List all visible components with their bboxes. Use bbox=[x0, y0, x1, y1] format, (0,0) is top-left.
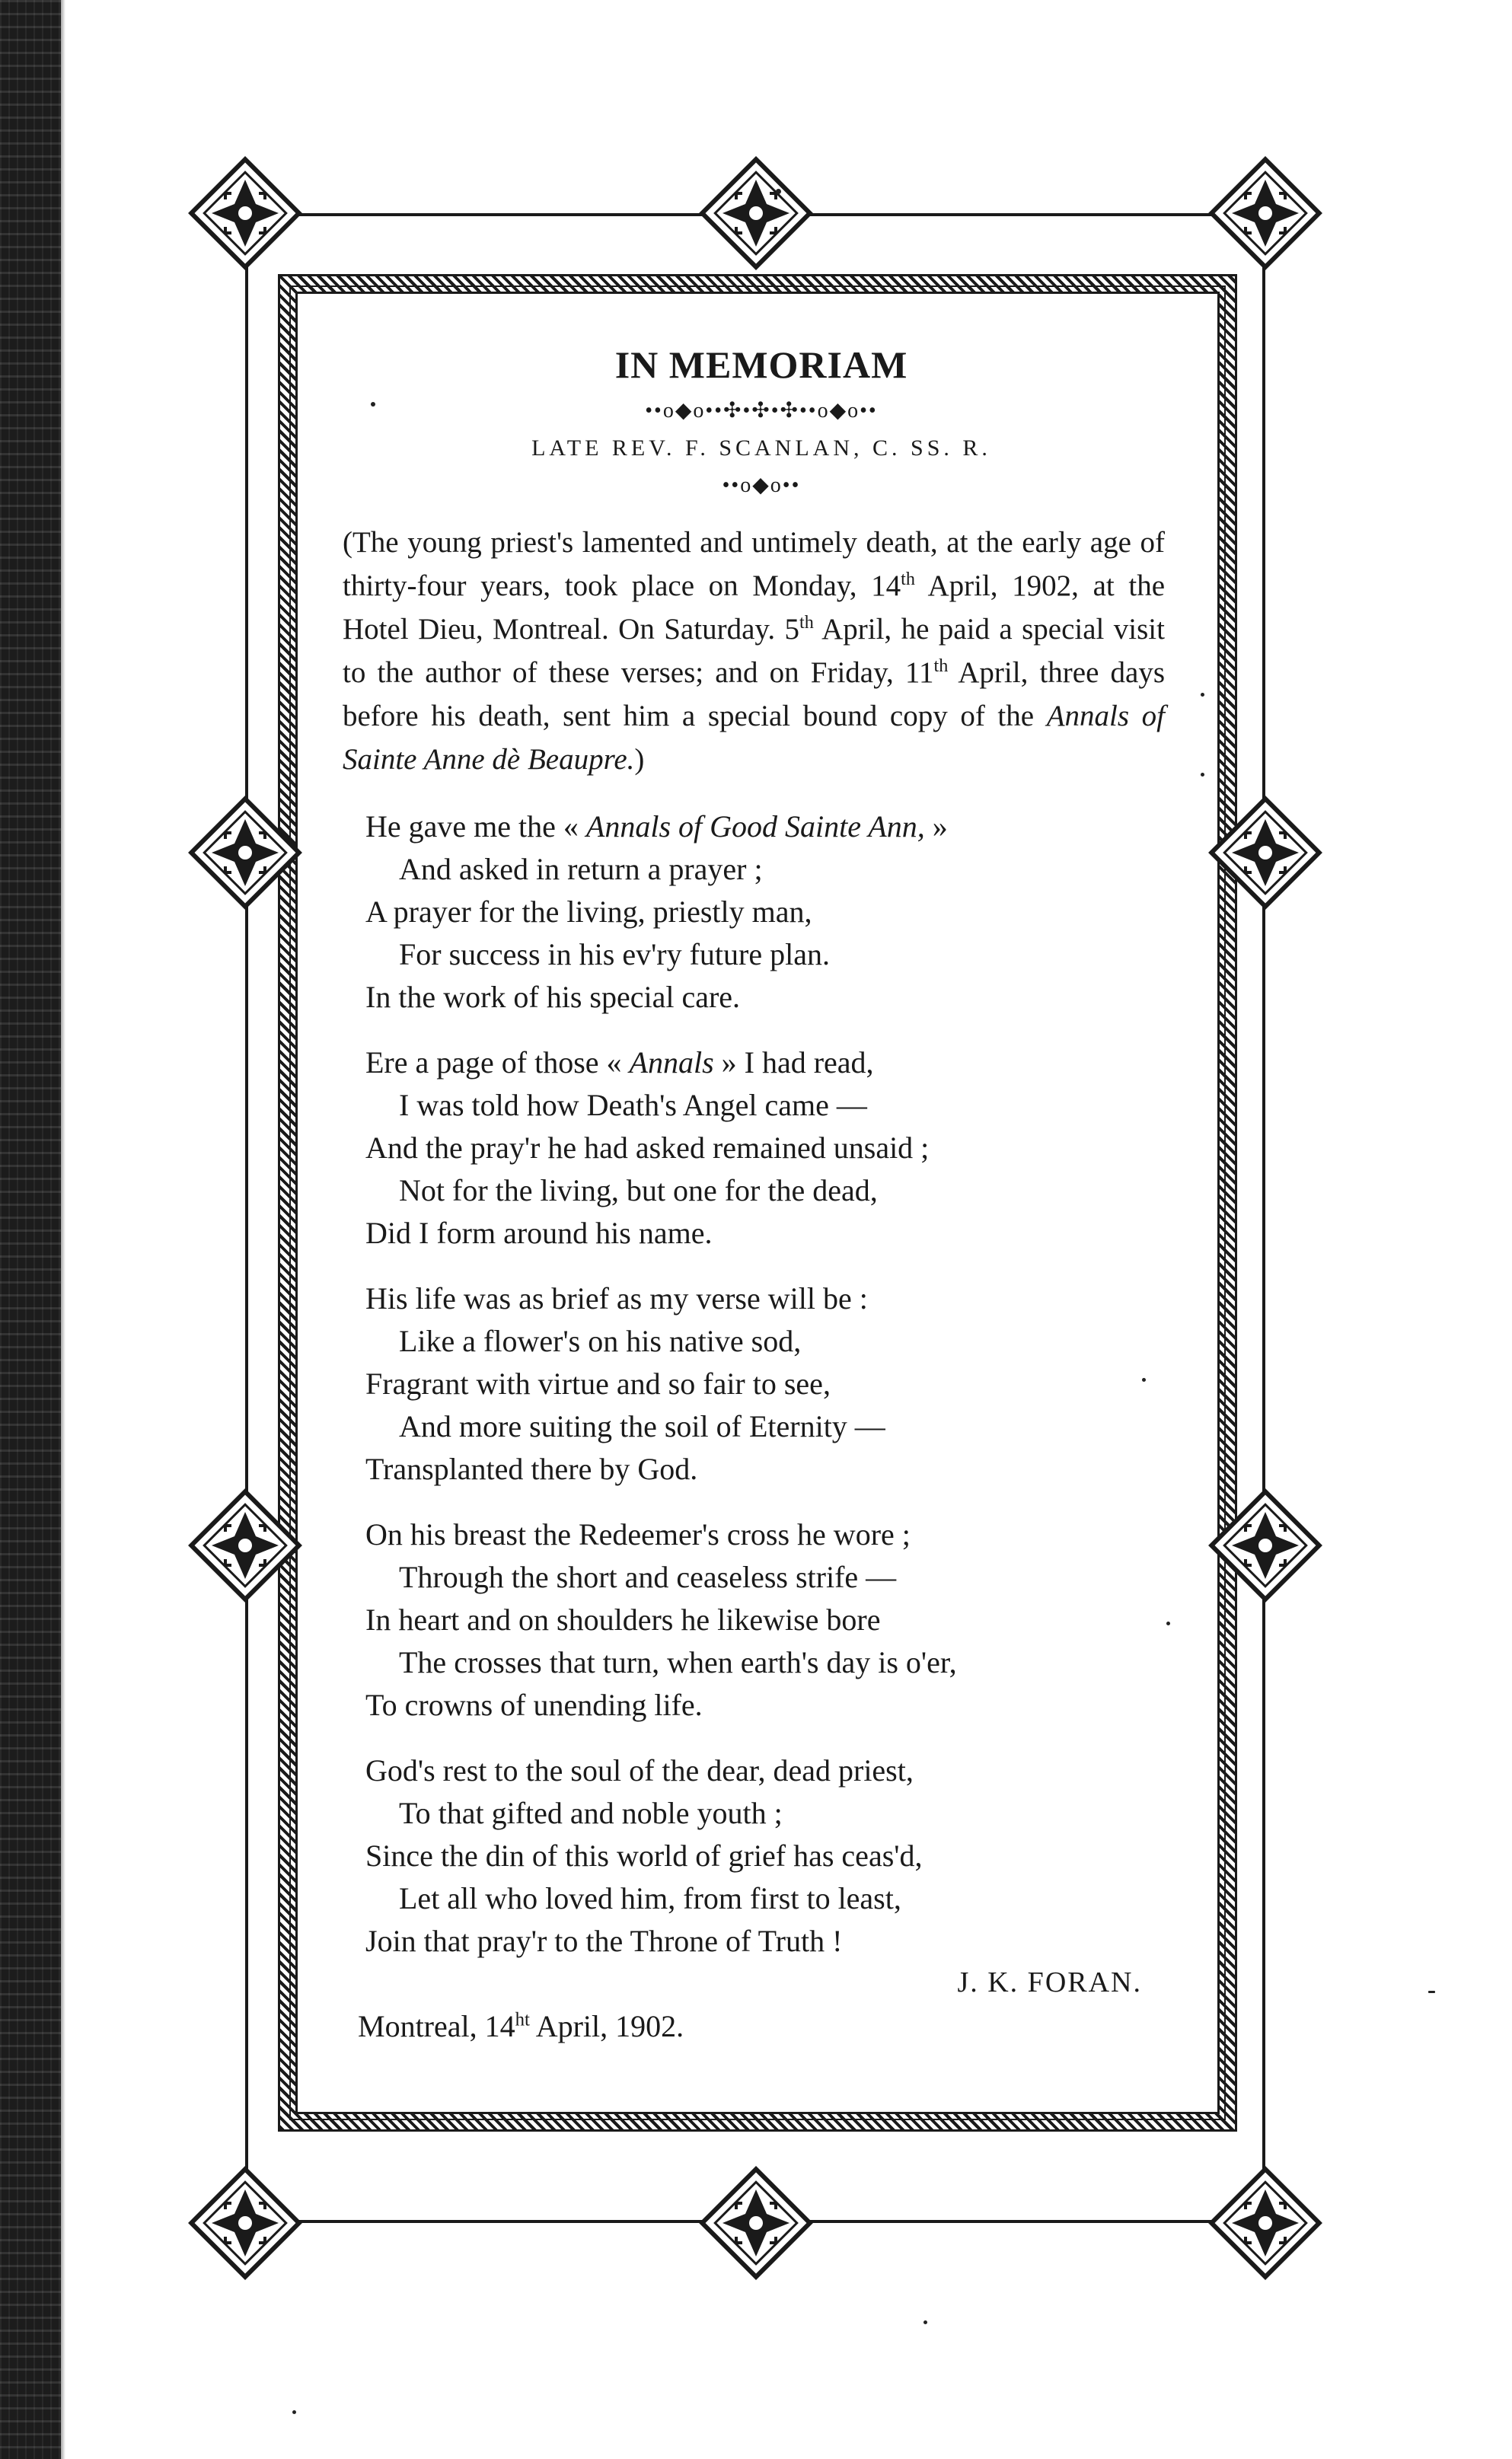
diamond-cross-ornament-icon bbox=[699, 156, 813, 270]
diamond-cross-ornament-icon bbox=[1208, 156, 1322, 270]
verse-text: » bbox=[924, 809, 948, 844]
verse-line: The crosses that turn, when earth's day is o'er, bbox=[399, 1645, 957, 1679]
verse-line: To crowns of unending life. bbox=[365, 1688, 703, 1722]
verse-line: Join that pray'r to the Throne of Truth ! bbox=[365, 1924, 843, 1958]
verse-line: Fragrant with virtue and so fair to see, bbox=[365, 1367, 831, 1401]
verse-line: For success in his ev'ry future plan. bbox=[399, 937, 830, 971]
binding-edge bbox=[0, 0, 61, 2459]
diamond-cross-ornament-icon bbox=[1208, 796, 1322, 910]
stanza-2 bbox=[365, 1041, 1165, 1255]
scan-speck bbox=[292, 2410, 296, 2414]
fleuron-divider-small: ••o◆o•• bbox=[722, 474, 801, 497]
verse-line: In the work of his special care. bbox=[365, 980, 741, 1014]
scan-speck bbox=[1201, 773, 1204, 777]
verse-line: In heart and on shoulders he likewise bore bbox=[365, 1603, 881, 1637]
verse-text: He gave me the « bbox=[365, 809, 586, 844]
scan-speck bbox=[1201, 693, 1204, 697]
verse-line: Did I form around his name. bbox=[365, 1216, 713, 1250]
book-title: Annals of Sainte Anne dè Beaupre. bbox=[343, 700, 1165, 776]
verse-line: God's rest to the soul of the dear, dead priest, bbox=[365, 1753, 914, 1788]
verse-line: And more suiting the soil of Eternity — bbox=[399, 1409, 885, 1443]
verse-line: And asked in return a prayer ; bbox=[399, 852, 763, 886]
verse-italic: Annals bbox=[629, 1045, 714, 1080]
diamond-cross-ornament-icon bbox=[188, 1488, 302, 1603]
author-signature: J. K. FORAN. bbox=[957, 1966, 1142, 1998]
verse-line: To that gifted and noble youth ; bbox=[399, 1796, 783, 1830]
dateline-text: April, 1902. bbox=[529, 2009, 684, 2043]
fleuron-divider: ••o◆o••✣•✣•✣••o◆o•• bbox=[645, 399, 878, 423]
ordinal-suffix: ht bbox=[515, 2009, 530, 2030]
verse-line: Through the short and ceaseless strife — bbox=[399, 1560, 897, 1594]
intro-text: ) bbox=[634, 743, 645, 776]
verse-line bbox=[365, 805, 1165, 848]
dateline-text: Montreal, 14 bbox=[358, 2009, 515, 2043]
verse-text: Ere a page of those « bbox=[365, 1045, 630, 1080]
verse-text: » I had read, bbox=[713, 1045, 874, 1080]
intro-text: April, 1902, at the Hotel Dieu, Montreal. On Saturday. 5 bbox=[343, 569, 1165, 646]
verse-line: Let all who loved him, from first to least, bbox=[399, 1881, 901, 1915]
memoriam-text-block bbox=[343, 327, 1165, 2044]
scan-speck bbox=[923, 2320, 927, 2324]
stanza-3 bbox=[365, 1277, 1165, 1491]
diamond-cross-ornament-icon bbox=[699, 2166, 813, 2280]
dateline bbox=[358, 2008, 1165, 2044]
verse-italic: Annals of Good Sainte Ann, bbox=[585, 809, 925, 844]
diamond-cross-ornament-icon bbox=[1208, 2166, 1322, 2280]
intro-text: April, he paid a special visit to the author of these verses; and on Friday, 11 bbox=[343, 613, 1165, 689]
verse-line: Transplanted there by God. bbox=[365, 1452, 698, 1486]
ordinal-suffix: th bbox=[799, 612, 814, 633]
scan-speck bbox=[776, 189, 781, 194]
scan-speck bbox=[1166, 1622, 1170, 1625]
ordinal-suffix: th bbox=[901, 569, 915, 589]
subtitle: LATE REV. F. SCANLAN, C. SS. R. bbox=[531, 435, 991, 461]
verse-line: I was told how Death's Angel came — bbox=[399, 1088, 867, 1122]
stanza-5 bbox=[365, 1749, 1165, 1963]
verse-line: His life was as brief as my verse will be : bbox=[365, 1281, 868, 1316]
verse-line: And the pray'r he had asked remained unsaid ; bbox=[365, 1131, 930, 1165]
diamond-cross-ornament-icon bbox=[188, 2166, 302, 2280]
stanza-1 bbox=[365, 805, 1165, 1019]
intro-text: (The young priest's lamented and untimely death, at the early age of thirty-four years, took place on Monday, 14 bbox=[343, 526, 1165, 602]
intro-text: April, three days before his death, sent him a special bound copy of the bbox=[343, 656, 1165, 732]
verse-line: On his breast the Redeemer's cross he wore ; bbox=[365, 1517, 911, 1552]
stanza-4 bbox=[365, 1513, 1165, 1727]
scan-speck bbox=[1428, 1991, 1435, 1993]
page-title: IN MEMORIAM bbox=[614, 343, 908, 386]
diamond-cross-ornament-icon bbox=[1208, 1488, 1322, 1603]
verse-line bbox=[365, 1041, 1165, 1084]
verse-line: Not for the living, but one for the dead, bbox=[399, 1173, 878, 1207]
diamond-cross-ornament-icon bbox=[188, 796, 302, 910]
ordinal-suffix: th bbox=[933, 655, 949, 676]
verse-line: Like a flower's on his native sod, bbox=[399, 1324, 802, 1358]
diamond-cross-ornament-icon bbox=[188, 156, 302, 270]
verse-line: A prayer for the living, priestly man, bbox=[365, 895, 812, 929]
intro-paragraph bbox=[343, 521, 1165, 781]
verse-line: Since the din of this world of grief has ceas'd, bbox=[365, 1839, 923, 1873]
